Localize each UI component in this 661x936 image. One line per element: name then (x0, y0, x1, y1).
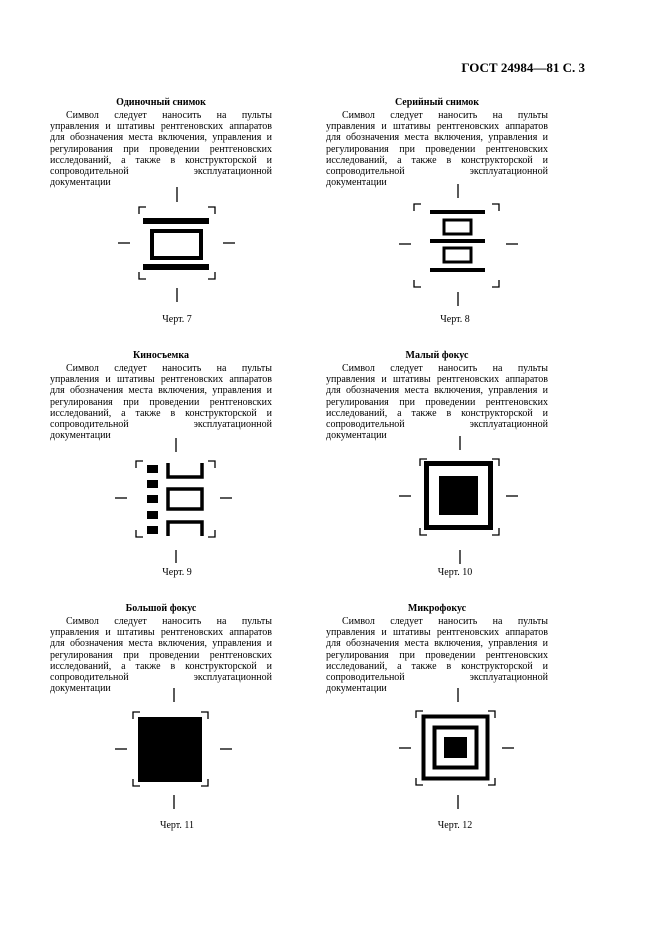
figure-caption: Черт. 8 (440, 314, 470, 325)
filming-symbol (112, 435, 237, 570)
section-description: Символ следует наносить на пульты управления и штативы рентгеновских аппаратов для обозначения места включения, управления и регулирования при проведении рентгеновских исследований, а также в конструкторской и сопроводительной эксплуатационной документации (326, 616, 548, 695)
section-description: Символ следует наносить на пульты управления и штативы рентгеновских аппаратов для обозначения места включения, управления и регулирования при проведении рентгеновских исследований, а также в конструкторской и сопроводительной эксплуатационной документации (326, 363, 548, 442)
section-title: Серийный снимок (394, 97, 480, 108)
microfocus-symbol (396, 685, 521, 820)
section-description: Символ следует наносить на пульты управления и штативы рентгеновских аппаратов для обозначения места включения, управления и регулирования при проведении рентгеновских исследований, а также в конструкторской и сопроводительной эксплуатационной документации (326, 110, 548, 189)
figure-caption: Черт. 7 (162, 314, 192, 325)
figure-caption: Черт. 12 (437, 820, 473, 831)
section-title: Киносъемка (133, 350, 189, 361)
section-title: Малый фокус (405, 350, 469, 361)
figure-caption: Черт. 11 (159, 820, 195, 831)
page-header: ГОСТ 24984—81 С. 3 (461, 60, 585, 75)
section-microfocus (326, 603, 548, 694)
section-large-focus (50, 603, 272, 694)
section-title: Одиночный снимок (116, 97, 206, 108)
large-focus-symbol (112, 685, 237, 820)
section-filming (50, 350, 272, 441)
section-small-focus (326, 350, 548, 441)
single-shot-symbol (115, 180, 240, 305)
figure-caption: Черт. 10 (437, 567, 473, 578)
section-description: Символ следует наносить на пульты управления и штативы рентгеновских аппаратов для обозначения места включения, управления и регулирования при проведении рентгеновских исследований, а также в конструкторской и сопроводительной эксплуатационной документации (50, 110, 272, 189)
figure-caption: Черт. 9 (162, 567, 192, 578)
section-title: Микрофокус (407, 603, 467, 614)
section-title: Большой фокус (125, 603, 197, 614)
section-description: Символ следует наносить на пульты управления и штативы рентгеновских аппаратов для обозначения места включения, управления и регулирования при проведении рентгеновских исследований, а также в конструкторской и сопроводительной эксплуатационной документации (50, 616, 272, 695)
section-single-shot (50, 97, 272, 188)
section-serial-shot (326, 97, 548, 188)
section-description: Символ следует наносить на пульты управления и штативы рентгеновских аппаратов для обозначения места включения, управления и регулирования при проведении рентгеновских исследований, а также в конструкторской и сопроводительной эксплуатационной документации (50, 363, 272, 442)
serial-shot-symbol (396, 180, 521, 310)
small-focus-symbol (396, 433, 521, 568)
